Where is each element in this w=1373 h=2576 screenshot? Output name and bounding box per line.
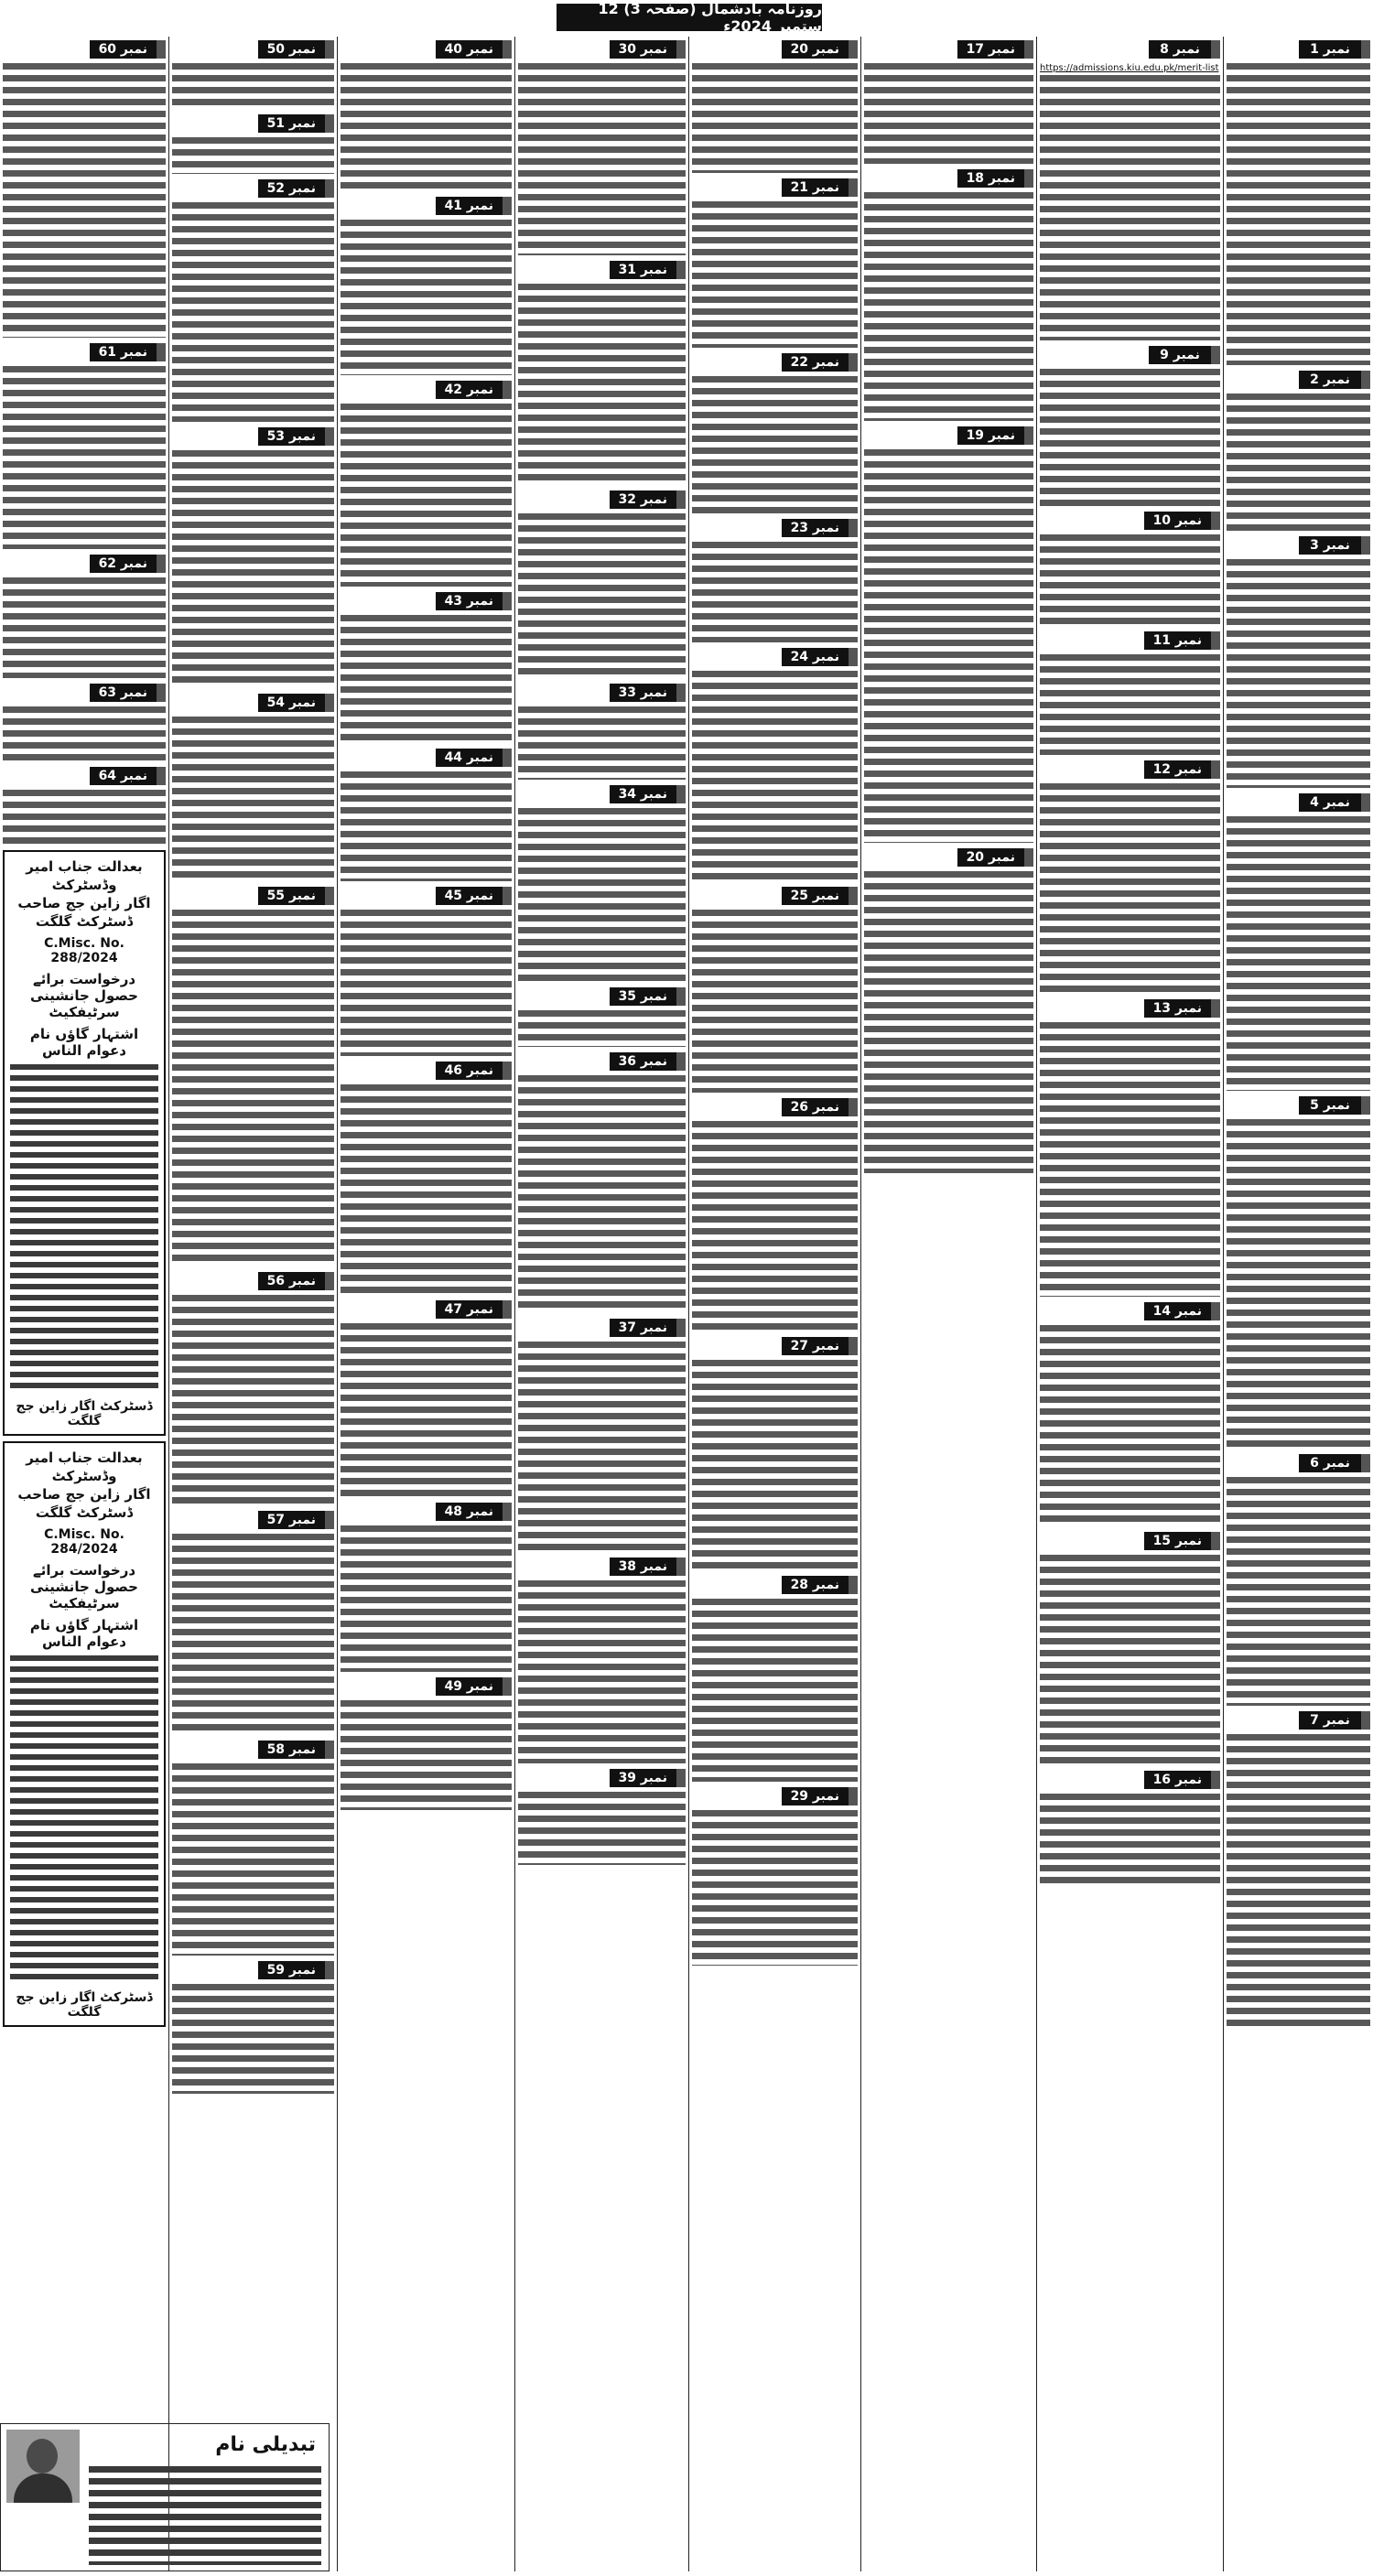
section-number: نمبر 53 [258,427,334,446]
notice-text-block [341,1323,512,1497]
section-header [1040,1532,1220,1550]
section-number: نمبر 35 [610,987,686,1006]
section-number: نمبر 54 [258,694,334,712]
section-header [341,887,512,905]
section-number: نمبر 58 [258,1741,334,1759]
notice-text-block [3,366,166,549]
section-header [341,1062,512,1080]
notice-text-block [172,450,334,688]
section-number: نمبر 37 [610,1319,686,1337]
section-header [692,519,858,537]
notice-text-block [1040,75,1220,340]
section-header [341,749,512,767]
section-header [692,353,858,372]
section-header [864,40,1033,59]
notice-text-block [692,376,858,513]
section-number: نمبر 61 [90,343,166,361]
section-header [3,555,166,573]
section-number: نمبر 36 [610,1052,686,1071]
admissions-link[interactable]: https://admissions.kiu.edu.pk/merit-list [1040,63,1219,73]
section-header [3,40,166,59]
column-8 [0,37,168,2416]
section-header [1040,760,1220,779]
notice-text-block [518,63,686,255]
notice-text-block [341,1525,512,1672]
notice-text-block [1040,1325,1220,1526]
section-number: نمبر 47 [436,1300,512,1319]
section-number: نمبر 52 [258,179,334,198]
section-number: نمبر 57 [258,1511,334,1529]
notice-signature: ڈسٹرکٹ اگار زاین جج گلگت [16,1399,153,1428]
section-number: نمبر 11 [1144,631,1220,650]
notice-text-block [172,1295,334,1505]
section-header [172,1511,334,1529]
notice-text-block [172,1763,334,1956]
section-header [692,648,858,666]
notice-text-block [3,790,166,845]
section-header [172,1961,334,1979]
column-2 [1036,37,1223,2571]
section-header [1227,371,1370,389]
notice-text-block [518,284,686,485]
judge-title: اگار زاین جج صاحب ڈسٹرکٹ گلگت [17,1486,151,1521]
section-number: نمبر 22 [782,353,858,372]
court-notice [3,850,166,1436]
column-5 [514,37,688,2571]
section-header [692,40,858,59]
notice-text-block [1040,1022,1220,1297]
notice-body [10,1655,158,1985]
section-header [172,40,334,59]
notice-text-block [3,706,166,761]
section-header [172,179,334,198]
section-header [172,887,334,905]
section-header [341,1677,512,1696]
notice-text-block [341,1084,512,1295]
notice-text-block [172,1534,334,1735]
notice-title: درخواست برائے حصول جانشینی سرٹیفکیٹ [30,971,138,1020]
section-header [1227,793,1370,812]
section-header [518,684,686,702]
notice-text-block [341,404,512,587]
section-header [341,1503,512,1521]
section-header [3,684,166,702]
notice-text-block [518,808,686,982]
notice-text-block [864,192,1033,421]
section-number: نمبر 55 [258,887,334,905]
section-number: نمبر 59 [258,1961,334,1979]
notice-text-block [3,577,166,678]
person-photo [6,2430,80,2503]
notice-subtitle: اشتہار گاؤں نام دعوام الناس [29,1026,139,1059]
section-number: نمبر 3 [1299,536,1370,555]
section-number: نمبر 28 [782,1576,858,1594]
notice-text-block [172,137,334,174]
section-number: نمبر 32 [610,490,686,509]
column-4 [688,37,860,2571]
section-header [864,169,1033,188]
section-number: نمبر 49 [436,1677,512,1696]
section-header [692,1576,858,1594]
section-number: نمبر 40 [436,40,512,59]
notice-text-block [692,1599,858,1782]
column-6 [337,37,514,2571]
notice-text-block [864,449,1033,843]
section-number: نمبر 34 [610,785,686,803]
case-number: C.Misc. No. 288/2024 [44,936,124,965]
section-number: نمبر 20 [782,40,858,59]
notice-body [10,1064,158,1394]
section-number: نمبر 51 [258,114,334,133]
notice-signature: ڈسٹرکٹ اگار زاین جج گلگت [16,1990,153,2020]
section-header [692,178,858,197]
section-header [692,1337,858,1355]
notice-text-block [692,910,858,1093]
court-name: بعدالت جناب امیر وڈسٹرکٹ [26,858,143,893]
section-header [1040,1302,1220,1320]
notice-text-block [341,615,512,743]
section-number: نمبر 29 [782,1787,858,1805]
section-number: نمبر 44 [436,749,512,767]
section-number: نمبر 14 [1144,1302,1220,1320]
section-header [1040,1771,1220,1789]
notice-text-block [1040,1555,1220,1765]
notice-subtitle: اشتہار گاؤں نام دعوام الناس [29,1617,139,1650]
notice-text-block [692,1810,858,1966]
notice-text-block [1227,1734,1370,2027]
section-header [518,40,686,59]
section-number: نمبر 16 [1144,1771,1220,1789]
notice-text-block [692,201,858,348]
section-number: نمبر 10 [1144,512,1220,530]
section-header [1040,631,1220,650]
section-header [692,1098,858,1116]
section-number: نمبر 39 [610,1769,686,1787]
section-number: نمبر 9 [1149,346,1220,364]
section-header [341,40,512,59]
notice-text-block [172,1984,334,2094]
section-number: نمبر 62 [90,555,166,573]
section-number: نمبر 60 [90,40,166,59]
section-number: نمبر 38 [610,1557,686,1576]
section-number: نمبر 50 [258,40,334,59]
section-number: نمبر 64 [90,767,166,785]
section-header [172,694,334,712]
section-header [1227,536,1370,555]
notice-text-block [1040,369,1220,506]
section-number: نمبر 2 [1299,371,1370,389]
notice-text-block [864,63,1033,164]
section-header [341,197,512,215]
notice-text-block [172,63,334,109]
section-header [518,1052,686,1071]
column-7 [168,37,337,2571]
section-number: نمبر 41 [436,197,512,215]
section-number: نمبر 7 [1299,1711,1370,1730]
notice-text-block [3,63,166,338]
section-number: نمبر 15 [1144,1532,1220,1550]
section-number: نمبر 20 [957,848,1033,867]
name-change-notice [0,2423,330,2571]
section-number: نمبر 48 [436,1503,512,1521]
section-number: نمبر 46 [436,1062,512,1080]
name-change-text [89,2466,321,2565]
section-header [518,261,686,279]
section-header [518,1769,686,1787]
section-number: نمبر 18 [957,169,1033,188]
court-notice [3,1441,166,2027]
section-number: نمبر 27 [782,1337,858,1355]
section-header [1040,999,1220,1018]
notice-text-block [1040,1794,1220,1885]
section-header [341,1300,512,1319]
notice-text-block [341,63,512,191]
section-number: نمبر 25 [782,887,858,905]
section-header [1227,40,1370,59]
notice-text-block [1040,654,1220,755]
notice-text-block [518,1010,686,1047]
notice-text-block [692,63,858,173]
section-number: نمبر 43 [436,592,512,610]
column-3 [860,37,1036,2571]
section-header [172,114,334,133]
section-header [341,592,512,610]
notice-text-block [692,671,858,881]
section-number: نمبر 5 [1299,1096,1370,1115]
section-header [1227,1096,1370,1115]
masthead: روزنامہ بادشمال (صفحہ 3) 12 ستمبر 2024ء [557,4,822,31]
section-header [172,1272,334,1290]
section-number: نمبر 56 [258,1272,334,1290]
column-1 [1223,37,1373,2571]
notice-text-block [518,1580,686,1763]
notice-text-block [1227,816,1370,1091]
notice-text-block [1227,1477,1370,1706]
notice-text-block [1227,63,1370,365]
notice-text-block [341,1700,512,1810]
notice-text-block [518,1075,686,1313]
section-number: نمبر 63 [90,684,166,702]
section-header [1040,512,1220,530]
section-number: نمبر 23 [782,519,858,537]
section-number: نمبر 4 [1299,793,1370,812]
section-header [341,381,512,399]
notice-text-block [518,706,686,780]
section-number: نمبر 12 [1144,760,1220,779]
notice-text-block [518,513,686,678]
notice-text-block [518,1792,686,1865]
section-header [692,1787,858,1805]
section-header [3,343,166,361]
notice-text-block [518,1342,686,1552]
section-header [864,426,1033,445]
section-header [172,1741,334,1759]
judge-title: اگار زاین جج صاحب ڈسٹرکٹ گلگت [17,895,151,930]
notice-text-block [1227,393,1370,531]
section-header [518,1557,686,1576]
section-header [692,887,858,905]
section-number: نمبر 17 [957,40,1033,59]
section-number: نمبر 33 [610,684,686,702]
notice-text-block [692,1360,858,1570]
section-header [172,427,334,446]
section-number: نمبر 6 [1299,1454,1370,1472]
notice-text-block [172,202,334,422]
notice-title: درخواست برائے حصول جانشینی سرٹیفکیٹ [30,1562,138,1611]
section-number: نمبر 30 [610,40,686,59]
notice-text-block [692,542,858,642]
section-number: نمبر 13 [1144,999,1220,1018]
notice-text-block [1040,534,1220,626]
section-header [3,767,166,785]
section-header [1040,346,1220,364]
section-header [518,1319,686,1337]
section-header [1227,1711,1370,1730]
section-header [1227,1454,1370,1472]
notice-text-block [341,771,512,881]
section-number: نمبر 26 [782,1098,858,1116]
notice-text-block [172,910,334,1266]
section-header [864,848,1033,867]
notice-text-block [1040,783,1220,994]
section-number: نمبر 1 [1299,40,1370,59]
notice-text-block [1227,1119,1370,1449]
section-number: نمبر 19 [957,426,1033,445]
section-number: نمبر 31 [610,261,686,279]
section-number: نمبر 24 [782,648,858,666]
court-name: بعدالت جناب امیر وڈسٹرکٹ [26,1450,143,1484]
section-number: نمبر 42 [436,381,512,399]
notice-text-block [1227,559,1370,788]
notice-text-block [341,910,512,1056]
name-change-title: تبدیلی نام [215,2433,316,2456]
section-header [518,490,686,509]
section-header [518,785,686,803]
notice-text-block [341,220,512,375]
notice-text-block [864,871,1033,1173]
section-number: نمبر 21 [782,178,858,197]
section-header [1040,40,1220,59]
case-number: C.Misc. No. 284/2024 [44,1527,124,1557]
notice-text-block [172,717,334,881]
section-number: نمبر 45 [436,887,512,905]
section-header [518,987,686,1006]
section-number: نمبر 8 [1149,40,1220,59]
notice-text-block [692,1121,858,1331]
